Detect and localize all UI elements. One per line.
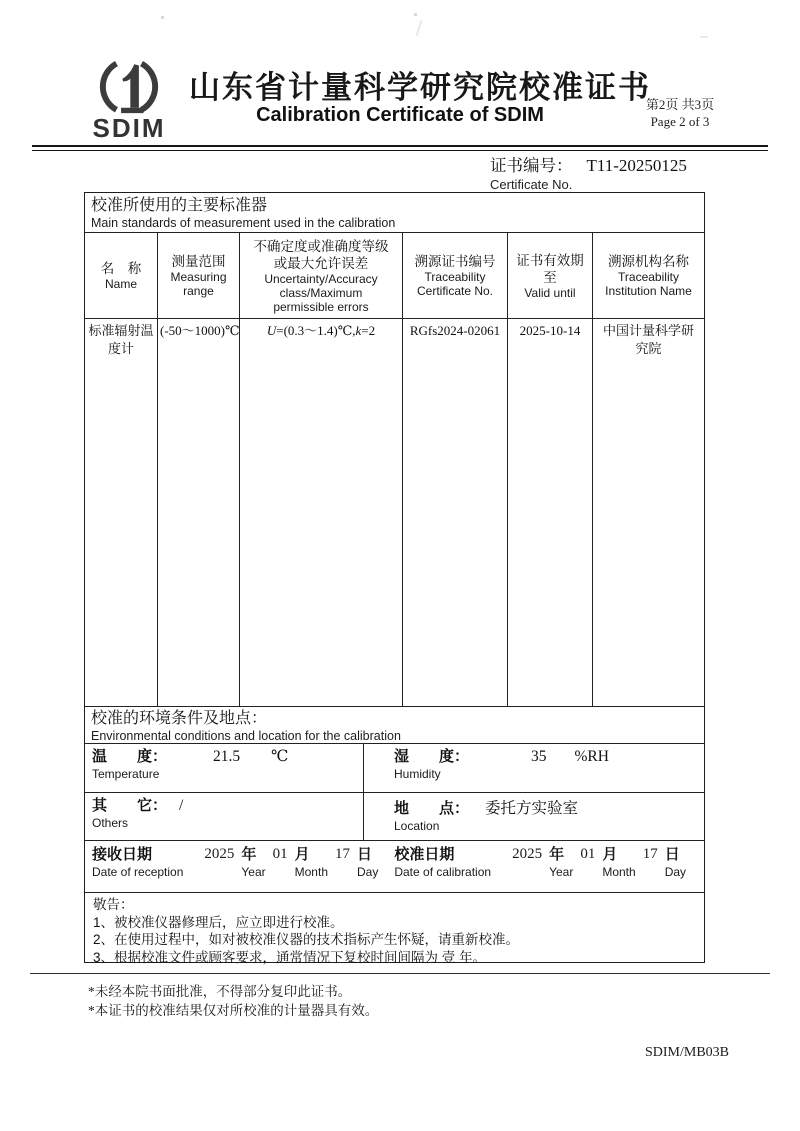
cell-institution: 中国计量科学研究院 (602, 323, 694, 356)
others-value: / (179, 797, 184, 814)
temperature-label-en: Temperature (92, 767, 160, 781)
environment-section-title (85, 707, 704, 744)
day-unit: 日 Day (664, 846, 687, 879)
location-value: 委托方实验室 (485, 800, 579, 817)
others-cell (85, 793, 364, 840)
scan-speck (700, 36, 708, 38)
cert-no-value: T11-20250125 (586, 156, 687, 175)
temperature-label-zh: 温 度： (92, 748, 168, 765)
standards-header-row (85, 233, 704, 319)
certificate-title-en: Calibration Certificate of SDIM (256, 104, 544, 126)
month-unit: 月 Month (294, 846, 328, 879)
page-number-en: Page 2 of 3 (650, 114, 710, 129)
cell-uncertainty: U=(0.3～1.4)℃,k=2 (240, 319, 403, 706)
temperature-humidity-row (85, 744, 704, 793)
location-cell (364, 793, 704, 840)
col-header-range: 测量范围 Measuring range (158, 233, 240, 318)
temperature-unit: ℃ (271, 748, 289, 765)
calibration-day-value: 17 (642, 846, 658, 862)
calibration-year-value: 2025 (512, 846, 543, 862)
standards-title-zh: 校准所使用的主要标准器 (91, 197, 268, 214)
logo-text: SDIM (92, 113, 166, 143)
others-label-en: Others (92, 816, 129, 830)
humidity-label-zh: 湿 度： (394, 748, 470, 765)
cell-standard-name: 标准辐射温度计 (85, 319, 158, 706)
cert-no-label-en: Certificate No. (490, 177, 573, 192)
cell-measuring-range: (-50～1000)℃ (158, 319, 240, 706)
humidity-unit: %RH (574, 748, 609, 765)
others-location-row (85, 793, 704, 841)
footnote: *本证书的校准结果仅对所校准的计量器具有效。 (88, 1002, 379, 1018)
others-label-zh: 其 它： (92, 797, 168, 814)
cell-trace-no: RGfs2024-02061 (403, 319, 508, 706)
reception-year-value: 2025 (204, 846, 235, 862)
main-table (84, 192, 705, 963)
reception-month-value: 01 (272, 846, 288, 862)
environment-title-en: Environmental conditions and location for the calibration (91, 729, 401, 743)
standards-section-title (85, 193, 704, 233)
notice-section (85, 893, 704, 969)
calibration-date-group (394, 844, 686, 892)
cert-no-label-zh: 证书编号： (490, 156, 573, 175)
location-label-en: Location (394, 819, 440, 833)
standards-data-row (85, 319, 704, 707)
certificate-number-block (490, 152, 687, 192)
doc-code: SDIM/MB03B (645, 1045, 730, 1060)
humidity-cell (364, 744, 704, 792)
reception-date-label: 接收日期 Date of reception (92, 846, 184, 879)
cell-valid-until: 2025-10-14 (508, 319, 593, 706)
scan-speck (161, 16, 164, 19)
certificate-title-zh: 山东省计量科学研究院校准证书 (189, 70, 651, 105)
footnote: *未经本院书面批准，不得部分复印此证书。 (88, 984, 352, 999)
humidity-value: 35 (531, 748, 547, 765)
col-header-institution: 溯源机构名称 Traceability Institution Name (605, 254, 692, 298)
year-unit: 年 Year (549, 846, 574, 879)
page-number-zh: 第2页 共3页 (645, 97, 715, 112)
scan-speck (416, 20, 423, 36)
environment-title-zh: 校准的环境条件及地点： (91, 710, 268, 727)
temperature-cell (85, 744, 364, 792)
dates-row (85, 841, 704, 893)
notice-item: 1、被校准仪器修理后，应立即进行校准。 (93, 914, 344, 930)
month-unit: 月 Month (602, 846, 636, 879)
col-header-valid-until: 证书有效期至 Valid until (508, 233, 593, 318)
col-header-uncertainty: 不确定度或准确度等级或最大允许误差 Uncertainty/Accuracy class/Maximum permissible errors (240, 233, 403, 318)
notice-item: 3、根据校准文件或顾客要求，通常情况下复校时间间隔为 壹 年。 (93, 949, 487, 965)
scan-speck (414, 13, 417, 16)
reception-day-value: 17 (335, 846, 350, 862)
reception-date-group (92, 844, 378, 892)
day-unit: 日 Day (357, 846, 379, 879)
footnotes (88, 983, 378, 1020)
notice-item: 2、在使用过程中，如对被校准仪器的技术指标产生怀疑，请重新校准。 (93, 932, 520, 947)
location-label-zh: 地 点： (394, 800, 470, 817)
col-header-name: 名 称 Name (85, 233, 158, 318)
footer-rule (30, 973, 770, 974)
col-header-trace-no: 溯源证书编号 Traceability Certificate No. (403, 233, 508, 318)
standards-title-en: Main standards of measurement used in the calibration (91, 216, 396, 230)
temperature-value: 21.5 (213, 748, 241, 765)
notice-title: 敬告： (93, 897, 134, 912)
header-rule (32, 145, 768, 151)
calibration-date-label: 校准日期 Date of calibration (394, 846, 492, 879)
calibration-month-value: 01 (580, 846, 596, 862)
humidity-label-en: Humidity (394, 767, 441, 781)
year-unit: 年 Year (241, 846, 266, 879)
page-number (625, 96, 735, 130)
